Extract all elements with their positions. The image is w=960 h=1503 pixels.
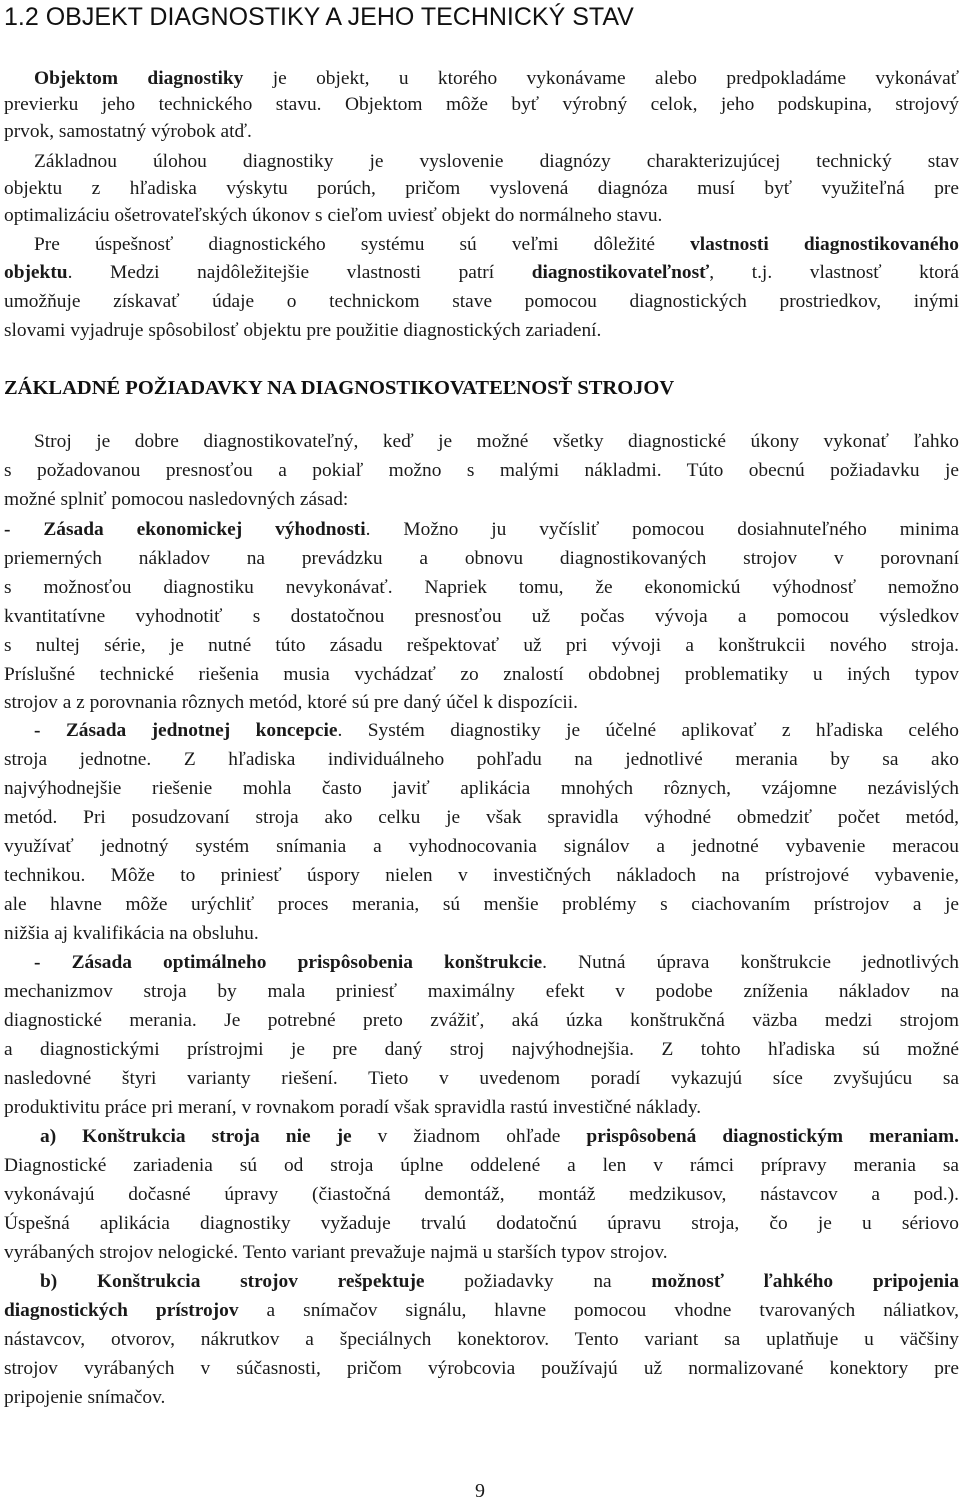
paragraph-line: s požadovanou presnosťou a pokiaľ možno s malými nákladmi. Túto obecnú požiadavku je: [4, 460, 959, 481]
bold-term: b) Konštrukcia strojov rešpektuje: [40, 1271, 425, 1292]
paragraph-line: objektu z hľadiska výskytu porúch, pričom vyslovená diagnóza musí byť využiteľná pre: [4, 178, 959, 199]
variant-line: [40, 1124, 959, 1150]
text-span: v žiadnom ohľade: [351, 1126, 587, 1147]
paragraph-line: strojov vyrábaných v súčasnosti, pričom výrobcovia používajú už normalizované konektory pre: [4, 1358, 959, 1379]
paragraph-line: technikou. Môže to priniesť úspory nielen v investičných nákladoch na prístrojové vybavenie,: [4, 865, 959, 886]
paragraph-line: ale hlavne môže urýchliť proces merania, sú menšie problémy s ciachovaním prístrojov a je: [4, 894, 959, 915]
bold-term: diagnostických prístrojov: [4, 1300, 239, 1321]
text-span: požiadavky na: [424, 1271, 652, 1292]
paragraph-line: kvantitatívne vyhodnotiť s dostatočnou presnosťou už počas vývoja a pomocou výsledkov: [4, 606, 959, 627]
paragraph-line: produktivitu práce pri meraní, v rovnakom poradí však spravidla rastú investičné náklady.: [4, 1097, 702, 1118]
paragraph-line: využívať jednotný systém snímania a vyhodnocovania signálov a jednotné vybavenie meracou: [4, 836, 959, 857]
paragraph-line: Základnou úlohou diagnostiky je vyslovenie diagnózy charakterizujúcej technický stav: [34, 151, 959, 172]
paragraph-line: najvýhodnejšie riešenie mohla často javiť aplikácia mnohých rôznych, vzájomne nezávislých: [4, 778, 959, 799]
paragraph-line: previerku jeho technického stavu. Objektom môže byť výrobný celok, jeho podskupina, strojový: [4, 94, 959, 115]
paragraph-line: vykonávajú dočasné úpravy (čiastočná demontáž, montáž medzikusov, nástavcov a pod.).: [4, 1184, 959, 1205]
paragraph-line: vyrábaných strojov nelogické. Tento variant prevažuje najmä u starších typov strojov.: [4, 1242, 668, 1263]
bold-term: Objektom diagnostiky: [34, 68, 244, 89]
bold-term: objektu: [4, 262, 68, 283]
bold-term: - Zásada ekonomickej výhodnosti: [4, 519, 366, 540]
bold-term: - Zásada jednotnej koncepcie: [34, 720, 338, 741]
bold-term: možnosť ľahkého pripojenia: [651, 1271, 960, 1292]
text-span: , t.j. vlastnosť ktorá: [709, 262, 960, 283]
paragraph-line: metód. Pri posudzovaní stroja ako celku je však spravidla výhodné obmedziť počet metód,: [4, 807, 959, 828]
paragraph-line: s nultej série, je nutné túto zásadu rešpektovať už pri vývoji a konštrukcii nového stroja.: [4, 635, 959, 656]
paragraph-line: diagnostické merania. Je potrebné preto zvážiť, aká úzka konštrukčná väzba medzi strojom: [4, 1010, 959, 1031]
paragraph-line: [4, 260, 959, 286]
text-span: je objekt, u ktorého vykonávame alebo predpokladáme vykonávať: [243, 68, 959, 89]
paragraph-line: mechanizmov stroja by mala priniesť maximálny efekt v podobe zníženia nákladov na: [4, 981, 959, 1002]
text-span: a snímačov signálu, hlavne pomocou vhodne tvarovaných náliatkov,: [238, 1300, 959, 1321]
text-span: Pre úspešnosť diagnostického systému sú veľmi dôležité: [34, 234, 691, 255]
paragraph-line: a diagnostickými prístrojmi je pre daný stroj najvýhodnejšia. Z tohto hľadiska sú možné: [4, 1039, 959, 1060]
text-span: . Nutná úprava konštrukcie jednotlivých: [542, 952, 959, 973]
paragraph-line: [34, 232, 959, 258]
paragraph-line: [4, 1298, 959, 1324]
principle-line: [34, 718, 959, 744]
paragraph-line: optimalizáciu ošetrovateľských úkonov s cieľom uviesť objekt do normálneho stavu.: [4, 205, 663, 226]
bold-term: - Zásada optimálneho prispôsobenia konštrukcie: [34, 952, 543, 973]
paragraph-line: [34, 66, 959, 92]
paragraph-line: strojov a z porovnania rôznych metód, ktoré sú pre daný účel k dispozícii.: [4, 692, 579, 713]
principle-line: [34, 950, 959, 976]
text-span: . Možno ju vyčísliť pomocou dosiahnuteľného minima: [365, 519, 960, 540]
paragraph-line: Diagnostické zariadenia sú od stroja úplne oddelené a len v rámci prípravy merania sa: [4, 1155, 959, 1176]
text-span: . Medzi najdôležitejšie vlastnosti patrí: [67, 262, 532, 283]
variant-line: [40, 1269, 959, 1295]
page-number: 9: [475, 1480, 485, 1502]
bold-term: vlastnosti diagnostikovaného: [690, 234, 960, 255]
paragraph-line: Úspešná aplikácia diagnostiky vyžaduje trvalú dodatočnú úpravu stroja, čo je u sériovo: [4, 1213, 959, 1234]
paragraph-line: nástavcov, otvorov, nákrutkov a špeciálnych konektorov. Tento variant sa uplatňuje u väčšiny: [4, 1329, 959, 1350]
paragraph-line: stroja jednotne. Z hľadiska individuálneho pohľadu na jednotlivé merania by sa ako: [4, 749, 959, 770]
text-span: . Systém diagnostiky je účelné aplikovať z hľadiska celého: [337, 720, 960, 741]
paragraph-line: prvok, samostatný výrobok atď.: [4, 121, 252, 142]
paragraph-line: s možnosťou diagnostiku nevykonávať. Napriek tomu, že ekonomickú výhodnosť nemožno: [4, 577, 959, 598]
paragraph-line: pripojenie snímačov.: [4, 1387, 166, 1408]
principle-line: [4, 517, 959, 543]
bold-term: diagnostikovateľnosť: [531, 262, 710, 283]
paragraph-line: Príslušné technické riešenia musia vychádzať zo znalostí obdobnej problematiky u iných typov: [4, 664, 959, 685]
bold-term: prispôsobená diagnostickým meraniam.: [586, 1126, 959, 1147]
paragraph-line: možné splniť pomocou nasledovných zásad:: [4, 489, 349, 510]
paragraph-line: umožňuje získavať údaje o technickom stave pomocou diagnostických prostriedkov, inými: [4, 291, 959, 312]
paragraph-line: nasledovné štyri varianty riešení. Tieto v uvedenom poradí vykazujú síce zvyšujúcu sa: [4, 1068, 959, 1089]
section-title: 1.2 OBJEKT DIAGNOSTIKY A JEHO TECHNICKÝ STAV: [4, 3, 634, 31]
paragraph-line: priemerných nákladov na prevádzku a obnovu diagnostikovaných strojov v porovnaní: [4, 548, 959, 569]
paragraph-line: Stroj je dobre diagnostikovateľný, keď je možné všetky diagnostické úkony vykonať ľahko: [34, 431, 959, 452]
subsection-heading: ZÁKLADNÉ POŽIADAVKY NA DIAGNOSTIKOVATEĽNOSŤ STROJOV: [4, 377, 675, 399]
bold-term: a) Konštrukcia stroja nie je: [40, 1126, 352, 1147]
paragraph-line: slovami vyjadruje spôsobilosť objektu pre použitie diagnostických zariadení.: [4, 320, 602, 341]
paragraph-line: nižšia aj kvalifikácia na obsluhu.: [4, 923, 259, 944]
